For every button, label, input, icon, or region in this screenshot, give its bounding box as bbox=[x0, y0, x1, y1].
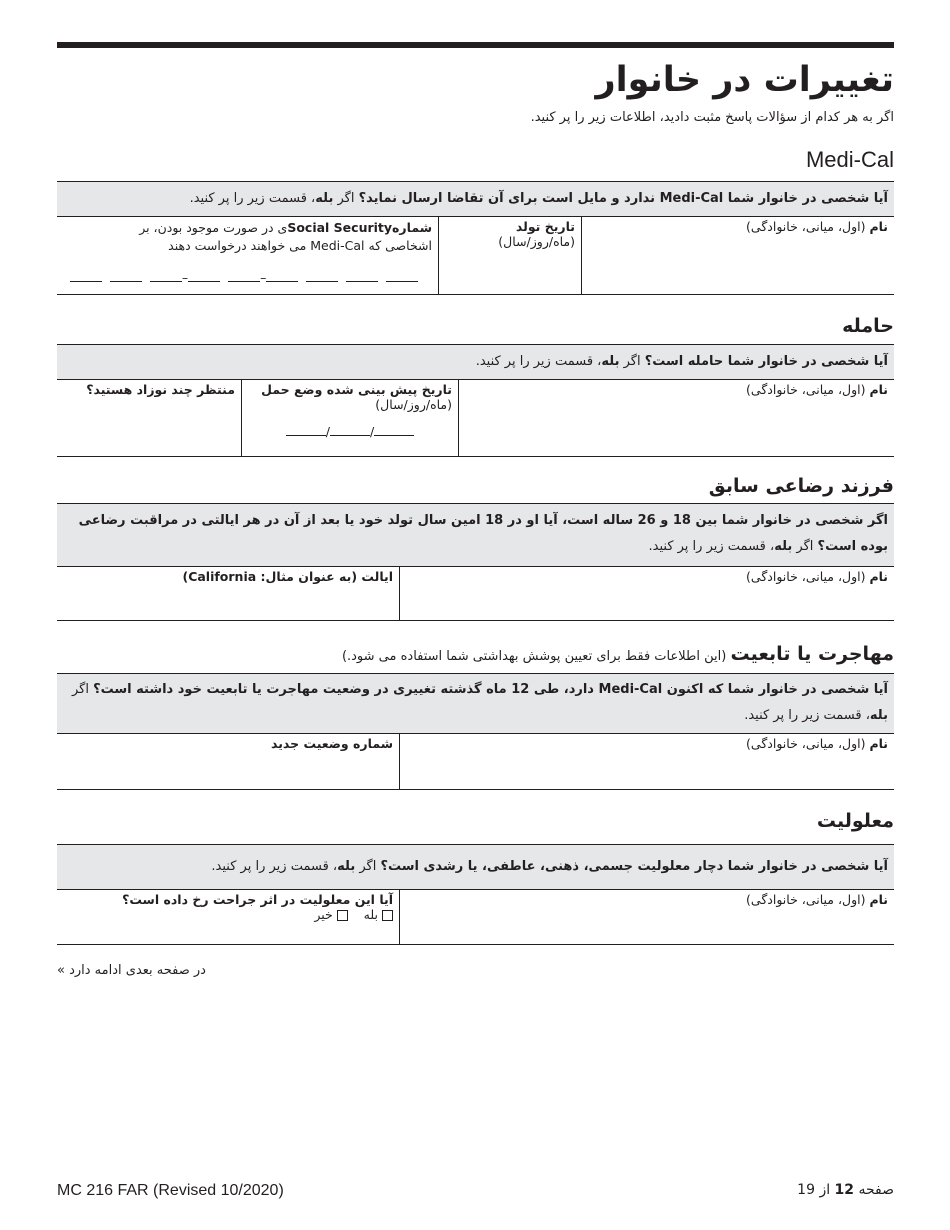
foster-state-field[interactable]: ایالت (به عنوان مثال: California) bbox=[57, 567, 400, 620]
immigration-name-field[interactable]: نام (اول، میانی، خانوادگی) bbox=[746, 736, 888, 751]
immigration-fields-row bbox=[57, 733, 894, 790]
foster-name-field[interactable]: نام (اول، میانی، خانوادگی) bbox=[746, 569, 888, 584]
immigration-heading: مهاجرت یا تابعیت bbox=[730, 643, 894, 665]
disability-injury-field: آیا این معلولیت در اثر جراحت رخ داده است؟ بله خیر bbox=[57, 890, 400, 944]
medical-heading: Medi-Cal bbox=[805, 147, 894, 172]
pregnant-question: آیا شخصی در خانوار شما حامله است؟ اگر بله، قسمت زیر را پر کنید. bbox=[57, 344, 894, 379]
intro-text: اگر به هر کدام از سؤالات پاسخ مثبت دادید، اطلاعات زیر را پر کنید. bbox=[530, 110, 894, 125]
form-page bbox=[57, 42, 894, 978]
immigration-status-field[interactable]: شماره وضعیت جدید bbox=[57, 734, 400, 789]
no-checkbox[interactable] bbox=[337, 910, 348, 921]
babies-expected-field[interactable]: منتظر چند نوزاد هستید؟ bbox=[69, 380, 242, 456]
immigration-question: آیا شخصی در خانوار شما که اکنون Medi-Cal دارد، طی 12 ماه گذشته تغییری در وضعیت مهاجرت یا تابعیت خود داشته است؟ اگر بله، قسمت زیر را پر کنید. bbox=[57, 673, 894, 733]
medical-question: آیا شخصی در خانوار شما Medi-Cal ندارد و مایل است برای آن تقاضا ارسال نماید؟ اگر بله، قسمت زیر را پر کنید. bbox=[57, 181, 894, 216]
foster-fields-row bbox=[57, 566, 894, 621]
disability-fields-row bbox=[57, 889, 894, 945]
medical-name-field[interactable]: نام (اول، میانی، خانوادگی) bbox=[746, 219, 888, 234]
foster-heading: فرزند رضاعی سابق bbox=[708, 475, 894, 497]
immigration-heading-row bbox=[57, 643, 894, 665]
foster-question: اگر شخصی در خانوار شما بین 18 و 26 ساله است، آیا او در 18 امین سال تولد خود یا بعد از آن در هر ایالتی در مراقبت رضاعی بوده است؟ اگر بله، قسمت زیر را پر کنید. bbox=[57, 503, 894, 566]
disability-name-field[interactable]: نام (اول، میانی، خانوادگی) bbox=[746, 892, 888, 907]
pregnant-fields-row bbox=[57, 379, 894, 457]
pregnant-due-date-field[interactable]: تاریخ پیش بینی شده وضع حمل (ماه/روز/سال) / / bbox=[242, 380, 459, 456]
pregnant-name-field[interactable]: نام (اول، میانی، خانوادگی) bbox=[746, 382, 888, 397]
pregnant-heading: حامله bbox=[842, 315, 894, 337]
ssn-blanks: – – bbox=[70, 269, 432, 287]
continued-note: در صفحه بعدی ادامه دارد » bbox=[57, 963, 206, 978]
disability-question: آیا شخصی در خانوار شما دچار معلولیت جسمی، ذهنی، عاطفی، یا رشدی است؟ اگر بله، قسمت زیر را پر کنید. bbox=[57, 844, 894, 889]
medical-dob-field[interactable]: تاریخ تولد (ماه/روز/سال) bbox=[439, 217, 582, 294]
medical-fields-row bbox=[57, 216, 894, 295]
due-date-blanks: / / bbox=[248, 424, 452, 439]
form-id: MC 216 FAR (Revised 10/2020) bbox=[57, 1182, 284, 1199]
injury-yes-option[interactable]: بله bbox=[364, 907, 393, 922]
top-rule bbox=[57, 42, 894, 48]
page-number: صفحه 12 از 19 bbox=[797, 1182, 894, 1198]
injury-no-option[interactable]: خیر bbox=[314, 907, 347, 922]
immigration-note: (این اطلاعات فقط برای تعیین پوشش بهداشتی شما استفاده می شود.) bbox=[341, 649, 727, 664]
page-title: تغییرات در خانوار bbox=[595, 60, 894, 100]
medical-ssn-field[interactable]: شمارهSocial Securityی در صورت موجود بودن، بر اشخاصی که Medi-Cal می خواهند درخواست دهند – – bbox=[64, 217, 439, 294]
disability-heading: معلولیت bbox=[816, 810, 894, 832]
yes-checkbox[interactable] bbox=[382, 910, 393, 921]
